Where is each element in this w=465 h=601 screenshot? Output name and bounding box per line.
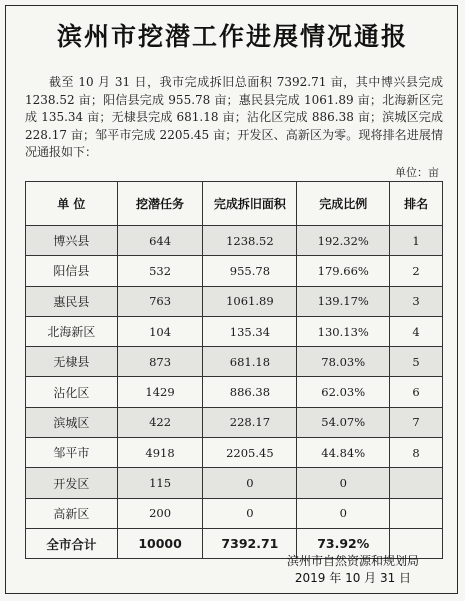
cell-rank: 1	[390, 226, 443, 256]
cell-area: 955.78	[203, 256, 297, 286]
cell-ratio: 139.17%	[297, 286, 390, 316]
header-rank: 排名	[390, 182, 443, 226]
cell-area: 228.17	[203, 407, 297, 437]
cell-ratio: 192.32%	[297, 226, 390, 256]
cell-task: 873	[117, 347, 203, 377]
cell-rank: 4	[390, 316, 443, 346]
cell-rank: 2	[390, 256, 443, 286]
cell-task: 1429	[117, 377, 203, 407]
progress-table	[25, 181, 443, 559]
table-row	[26, 438, 443, 468]
cell-ratio: 54.07%	[297, 407, 390, 437]
cell-rank: 3	[390, 286, 443, 316]
cell-task: 4918	[117, 438, 203, 468]
cell-unit: 北海新区	[26, 316, 118, 346]
table-row	[26, 286, 443, 316]
cell-area: 681.18	[203, 347, 297, 377]
unit-label: 单位：亩	[395, 166, 439, 179]
cell-unit: 高新区	[26, 498, 118, 528]
cell-area: 2205.45	[203, 438, 297, 468]
cell-task: 115	[117, 468, 203, 498]
cell-task: 644	[117, 226, 203, 256]
cell-unit: 全市合计	[26, 528, 118, 558]
table-row	[26, 347, 443, 377]
cell-unit: 惠民县	[26, 286, 118, 316]
cell-ratio: 0	[297, 498, 390, 528]
cell-area: 1238.52	[203, 226, 297, 256]
cell-unit: 沾化区	[26, 377, 118, 407]
cell-rank: 7	[390, 407, 443, 437]
cell-rank: 8	[390, 438, 443, 468]
cell-rank	[390, 498, 443, 528]
cell-area: 0	[203, 468, 297, 498]
header-ratio: 完成比例	[297, 182, 390, 226]
cell-ratio: 44.84%	[297, 438, 390, 468]
table-row	[26, 377, 443, 407]
cell-ratio: 179.66%	[297, 256, 390, 286]
cell-task: 422	[117, 407, 203, 437]
cell-unit: 滨城区	[26, 407, 118, 437]
signature-date: 2019 年 10 月 31 日	[294, 571, 412, 585]
cell-task: 104	[117, 316, 203, 346]
cell-rank: 5	[390, 347, 443, 377]
cell-task: 200	[117, 498, 203, 528]
table-header-row	[26, 182, 443, 226]
cell-ratio: 62.03%	[297, 377, 390, 407]
cell-ratio: 0	[297, 468, 390, 498]
cell-unit: 无棣县	[26, 347, 118, 377]
cell-area: 886.38	[203, 377, 297, 407]
cell-area: 135.34	[203, 316, 297, 346]
cell-task: 532	[117, 256, 203, 286]
intro-paragraph: 截至 10 月 31 日，我市完成拆旧总面积 7392.71 亩，其中博兴县完成 1238.52 亩；阳信县完成 955.78 亩；惠民县完成 1061.89 亩；北海新区完成 135.34 亩；无棣县完成 681.18 亩；沾化区完成 886.38 亩；滨城区完成 228.17 亩；邹平市完成 2205.45 亩；开发区、高新区为零。现将排名进展情况通报如下：	[25, 75, 443, 159]
header-area: 完成拆旧面积	[203, 182, 297, 226]
cell-rank	[390, 468, 443, 498]
header-task: 挖潜任务	[117, 182, 203, 226]
cell-unit: 博兴县	[26, 226, 118, 256]
cell-task: 10000	[117, 528, 203, 558]
table-row	[26, 407, 443, 437]
cell-unit: 阳信县	[26, 256, 118, 286]
cell-task: 763	[117, 286, 203, 316]
cell-ratio: 73.92%	[297, 528, 390, 558]
cell-area: 0	[203, 498, 297, 528]
cell-unit: 开发区	[26, 468, 118, 498]
cell-area: 1061.89	[203, 286, 297, 316]
cell-ratio: 78.03%	[297, 347, 390, 377]
signature-block	[287, 553, 419, 587]
table-row	[26, 316, 443, 346]
cell-area: 7392.71	[203, 528, 297, 558]
table-row	[26, 226, 443, 256]
cell-ratio: 130.13%	[297, 316, 390, 346]
table-row	[26, 468, 443, 498]
table-row	[26, 498, 443, 528]
table-row	[26, 256, 443, 286]
cell-unit: 邹平市	[26, 438, 118, 468]
cell-rank: 6	[390, 377, 443, 407]
signature-org: 滨州市自然资源和规划局	[286, 554, 419, 568]
document-title: 滨州市挖潜工作进展情况通报	[56, 22, 408, 51]
header-unit: 单 位	[26, 182, 118, 226]
